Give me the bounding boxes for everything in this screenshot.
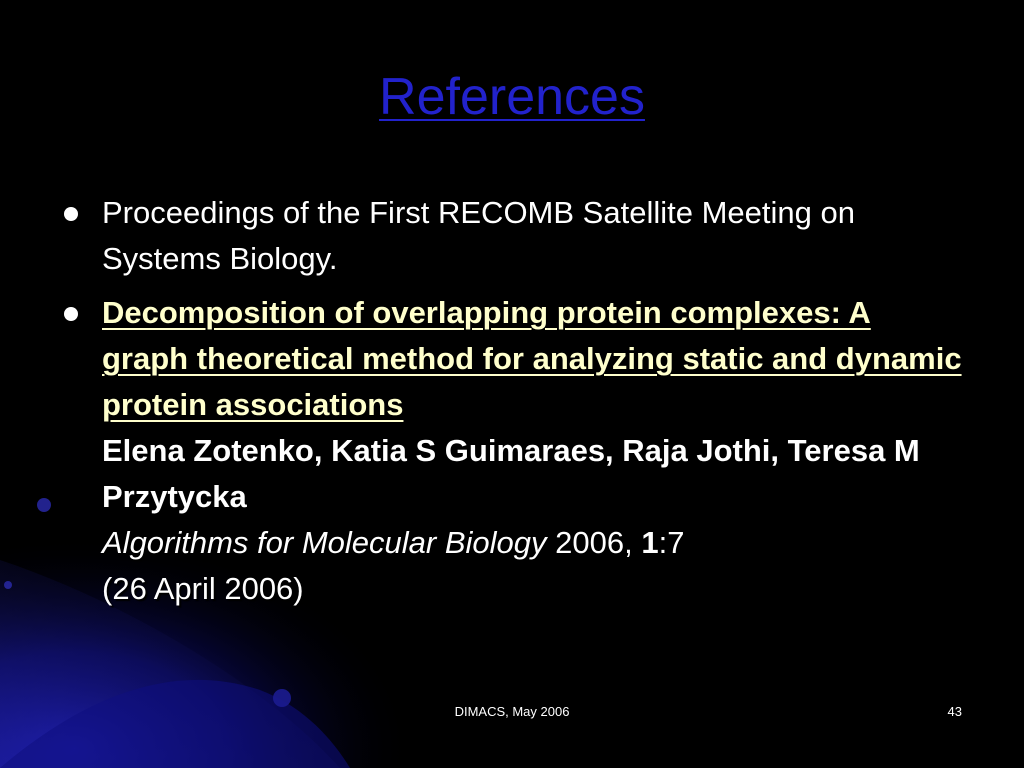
citation-year: 2006, — [546, 525, 642, 560]
reference-text: Proceedings of the First RECOMB Satellite Meeting on Systems Biology. — [102, 195, 855, 276]
footer-event: DIMACS, May 2006 — [454, 704, 570, 719]
decoration-dot — [4, 581, 12, 589]
publication-date: (26 April 2006) — [102, 571, 304, 606]
bullet-icon — [64, 207, 78, 221]
page-number: 43 — [947, 704, 962, 719]
decoration-dot — [37, 498, 51, 512]
citation-volume: 1 — [641, 525, 659, 560]
bullet-icon — [64, 307, 78, 321]
paper-title-link[interactable]: Decomposition of overlapping protein complexes: A graph theoretical method for analyzing static and dynamic protein associations — [102, 295, 962, 422]
paper-citation — [102, 520, 962, 566]
journal-name: Algorithms for Molecular Biology — [102, 525, 547, 560]
references-list — [62, 190, 962, 620]
reference-item — [62, 290, 962, 612]
citation-article: :7 — [658, 525, 685, 560]
reference-item — [62, 190, 962, 282]
slide-title: References — [379, 68, 645, 126]
paper-authors: Elena Zotenko, Katia S Guimaraes, Raja Jothi, Teresa M Przytycka — [102, 433, 920, 514]
